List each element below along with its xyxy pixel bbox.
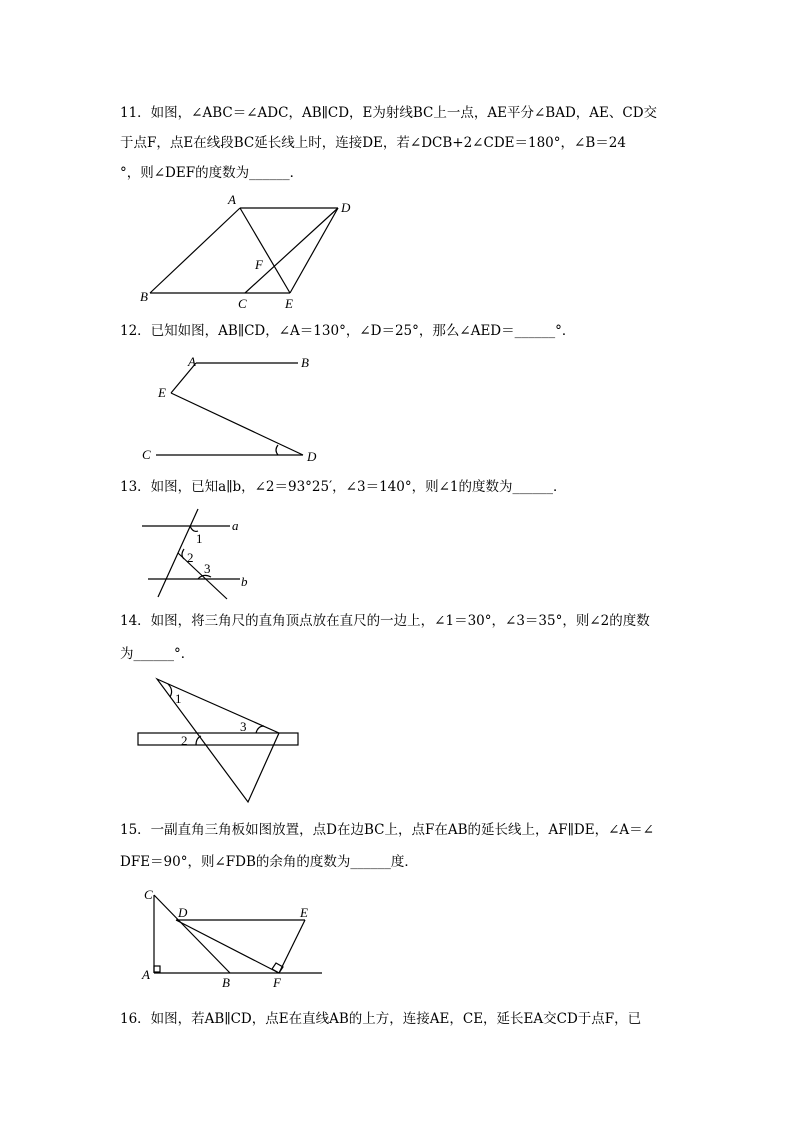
- q15-label-D: D: [178, 905, 188, 920]
- q11-figure: [130, 188, 370, 313]
- q11-text-line1: 11．如图，∠ABC＝∠ADC，AB∥CD，E为射线BC上一点，AE平分∠BAD，AE、CD交: [120, 105, 658, 121]
- q15-label-F: F: [273, 975, 281, 990]
- q15-right-angle-A: [154, 966, 160, 972]
- q15-figure: [138, 885, 328, 993]
- q14-label-2: 2: [181, 733, 188, 748]
- q11-line-ED: [290, 208, 338, 293]
- q16-text-line1: 16．如图，若AB∥CD，点E在直线AB的上方，连接AE，CE，延长EA交CD于点F，已: [120, 1011, 642, 1027]
- q13-text-line1: 13．如图，已知a∥b，∠2＝93°25′，∠3＝140°，则∠1的度数为______．: [120, 479, 567, 495]
- q14-text-line1: 14．如图，将三角尺的直角顶点放在直尺的一边上，∠1＝30°，∠3＝35°，则∠2的度数: [120, 613, 650, 629]
- q14-label-1: 1: [175, 691, 182, 706]
- q15-text-line2: DFE＝90°，则∠FDB的余角的度数为______度．: [120, 854, 418, 870]
- q11-text-line3: °，则∠DEF的度数为______．: [120, 165, 304, 181]
- q13-label-1: 1: [196, 531, 203, 546]
- q15-label-E: E: [300, 905, 308, 920]
- q14-label-3: 3: [240, 719, 247, 734]
- q12-label-D: D: [307, 449, 317, 464]
- q13-label-2: 2: [187, 550, 194, 565]
- q15-line-DF: [176, 920, 279, 973]
- q11-label-B: B: [140, 289, 148, 304]
- q11-label-E: E: [285, 296, 293, 311]
- q12-label-E: E: [158, 385, 166, 400]
- q14-angle-3-arc: [256, 726, 264, 733]
- q13-label-a: a: [232, 518, 239, 533]
- q11-label-A: A: [228, 192, 236, 207]
- q14-text-line2: 为______°．: [120, 646, 195, 662]
- q11-text-line2: 于点F，点E在线段BC延长线上时，连接DE，若∠DCB+2∠CDE＝180°，∠B＝24: [120, 135, 626, 151]
- q11-line-BA: [150, 208, 240, 293]
- q12-label-A: A: [188, 354, 196, 369]
- q13-label-b: b: [241, 574, 248, 589]
- q12-figure: [138, 350, 328, 465]
- q13-figure: [138, 505, 268, 603]
- q15-label-C: C: [144, 887, 153, 902]
- q15-label-B: B: [222, 975, 230, 990]
- q13-angle-2-arc: [182, 549, 184, 559]
- q12-label-C: C: [142, 447, 151, 462]
- q15-text-line1: 15．一副直角三角板如图放置，点D在边BC上，点F在AB的延长线上，AF∥DE，∠A＝∠: [120, 822, 654, 838]
- q12-line-ED: [171, 393, 303, 455]
- q11-label-C: C: [238, 296, 247, 311]
- q12-label-B: B: [301, 355, 309, 370]
- q13-label-3: 3: [204, 561, 211, 576]
- q11-line-AE: [240, 208, 290, 293]
- q12-text-line1: 12．已知如图，AB∥CD，∠A＝130°，∠D＝25°，那么∠AED＝______°．: [120, 323, 576, 339]
- q11-label-D: D: [341, 200, 351, 215]
- q14-figure: [134, 674, 309, 809]
- q15-line-EF: [279, 920, 305, 973]
- q12-angle-D-arc: [276, 445, 278, 455]
- q11-line-CD: [245, 208, 338, 293]
- q15-line-CB: [154, 895, 230, 973]
- q11-label-F: F: [255, 257, 263, 272]
- q15-label-A: A: [142, 967, 150, 982]
